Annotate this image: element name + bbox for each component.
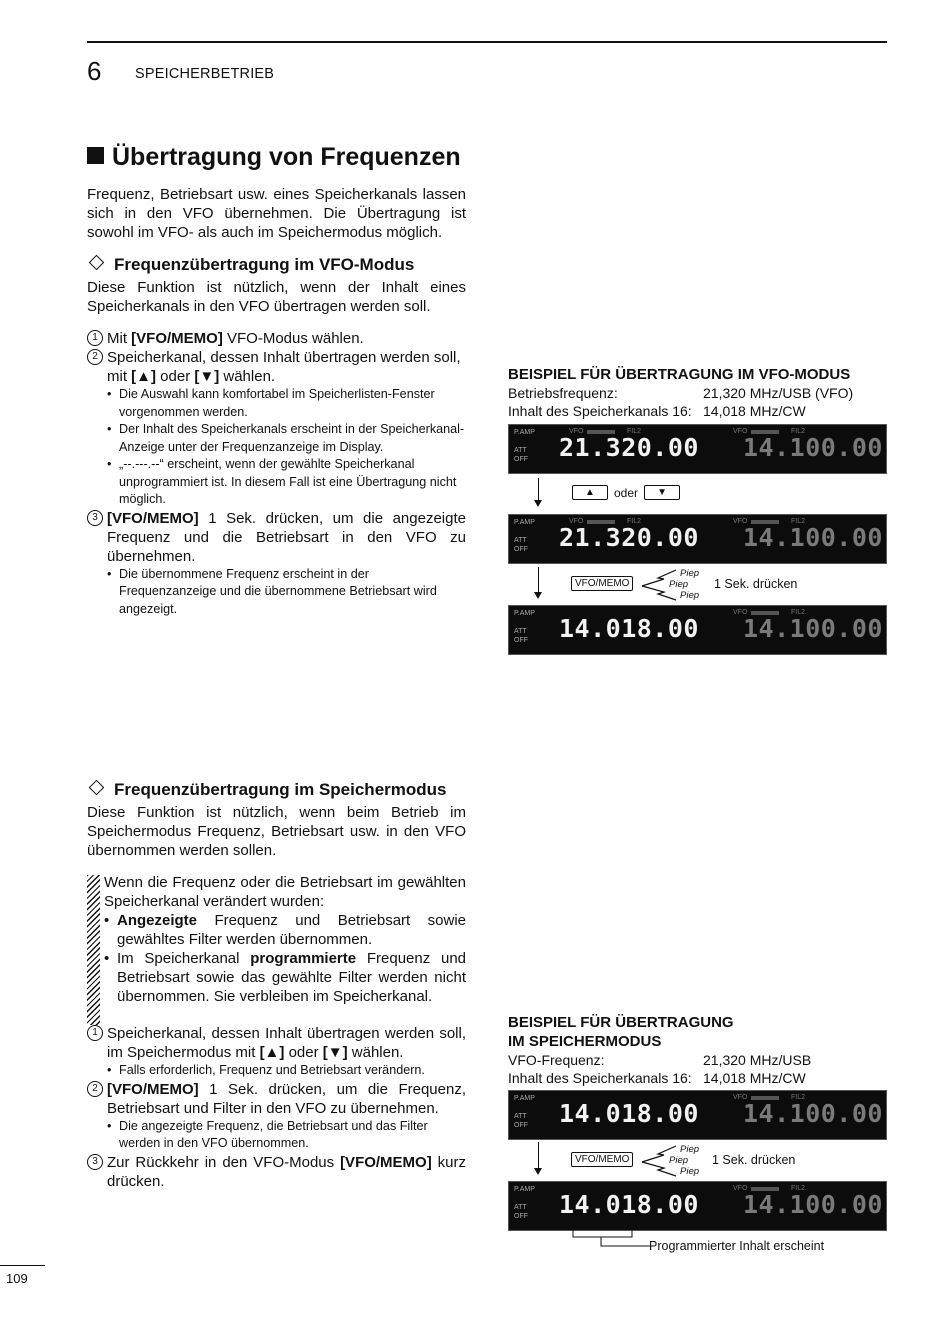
lcd-display-3: P.AMP ATT OFF VFO FIL2 14.018.00 14.100.00 <box>508 605 887 655</box>
page-number: 109 <box>6 1271 28 1286</box>
header-rule <box>87 41 887 43</box>
vfo-heading: Frequenzübertragung im VFO-Modus <box>87 255 466 274</box>
chapter-number: 6 <box>87 56 102 86</box>
example2-row-1: VFO-Frequenz: 21,320 MHz/USB <box>508 1052 812 1068</box>
example2-header <box>508 1013 888 1087</box>
page-title: Übertragung von Frequenzen <box>87 143 461 172</box>
press-label: 1 Sek. drücken <box>714 577 798 591</box>
vfo-step-2-bullet-1: • Die Auswahl kann komfortabel im Speicherlisten-Fenster vorgenommen werden. <box>87 386 466 421</box>
piep-2: Piep <box>669 579 689 590</box>
lcd-main-freq: 14.018.00 <box>559 1099 699 1128</box>
example2-row-2: Inhalt des Speicherkanals 16: 14,018 MHz/CW <box>508 1070 806 1086</box>
footer-rule <box>0 1265 45 1266</box>
example1-header <box>508 365 888 420</box>
vfo-step-3-bullet-1: • Die übernommene Frequenz erscheint in der Frequenzanzeige und die übernommene Betriebsart wird angezeigt. <box>87 566 466 619</box>
press-label: 1 Sek. drücken <box>712 1153 796 1167</box>
updown-keys: ▲ oder ▼ <box>572 485 680 500</box>
vfo-step-2-bullet-2: • Der Inhalt des Speicherkanals erscheint in der Speicherkanal-Anzeige unter der Frequenzanzeige im Display. <box>87 421 466 456</box>
arrow-down-icon <box>534 1168 542 1175</box>
lcd-sub-freq: 14.100.00 <box>743 1099 883 1128</box>
vfo-desc: Diese Funktion ist nützlich, wenn der Inhalt eines Speicherkanals in den VFO übertragen werden soll. <box>87 279 466 315</box>
mem-step-1: 1 Speicherkanal, dessen Inhalt übertragen werden soll, im Speichermodus mit [▲] oder [▼] wählen. <box>87 1024 466 1062</box>
example1-row-1: Betriebsfrequenz: 21,320 MHz/USB (VFO) <box>508 385 854 401</box>
mem-step-3: 3 Zur Rückkehr in den VFO-Modus [VFO/MEMO] kurz drücken. <box>87 1153 466 1191</box>
vfo-step-3: 3 [VFO/MEMO] 1 Sek. drücken, um die angezeigte Frequenz und die Betriebsart in den VFO zu übernehmen. <box>87 509 466 566</box>
square-bullet-icon <box>87 147 104 164</box>
arrow-down-icon <box>534 592 542 599</box>
lcd-main-freq: 21.320.00 <box>559 523 699 552</box>
example1-title: BEISPIEL FÜR ÜBERTRAGUNG IM VFO-MODUS <box>508 366 851 383</box>
note-bullet-2: • Im Speicherkanal programmierte Frequenz und Betriebsart sowie das gewählte Filter werden nicht übernommen. Sie verbleiben im Speicherkanal. <box>104 949 466 1006</box>
flow-arrow <box>538 1142 539 1170</box>
lcd-display-2: P.AMP ATT OFF VFO FIL2 VFO FIL2 21.320.00 14.100.00 <box>508 514 887 564</box>
example2-title-2: IM SPEICHERMODUS <box>508 1033 662 1050</box>
lcd-main-freq: 21.320.00 <box>559 433 699 462</box>
lcd-display-4: P.AMP ATT OFF VFO FIL2 14.018.00 14.100.00 <box>508 1090 887 1140</box>
vfo-step-2: 2 Speicherkanal, dessen Inhalt übertragen werden soll, mit [▲] oder [▼] wählen. <box>87 348 466 386</box>
arrow-down-icon <box>534 500 542 507</box>
example2-title-1: BEISPIEL FÜR ÜBERTRAGUNG <box>508 1014 734 1031</box>
mem-note: Wenn die Frequenz oder die Betriebsart im gewählten Speicherkanal verändert wurden: • Angezeigte Frequenz und Betriebsart sowie gewähltes Filter werden übernommen. • Im Speicherkanal programmierte Frequenz und Betriebsart sowie das gewählte Filter werden nicht übernommen. Sie verbleiben im Speicherkanal. <box>87 873 466 1006</box>
mem-step-1-bullet-1: • Falls erforderlich, Frequenz und Betriebsart verändern. <box>87 1062 466 1080</box>
intro-text: Frequenz, Betriebsart usw. eines Speicherkanals lassen sich in den VFO übernehmen. Die Übertragung ist sowohl im VFO- als auch im Speichermodus möglich. <box>87 186 466 241</box>
note-hatch-icon <box>87 875 100 1025</box>
caption-text: Programmierter Inhalt erscheint <box>649 1239 825 1253</box>
lcd-display-5: P.AMP ATT OFF VFO FIL2 14.018.00 14.100.00 <box>508 1181 887 1231</box>
lcd-main-freq: 14.018.00 <box>559 1190 699 1219</box>
piep-2: Piep <box>669 1155 689 1166</box>
mem-heading: Frequenzübertragung im Speichermodus <box>87 780 466 799</box>
chapter-title: SPEICHERBETRIEB <box>135 66 275 82</box>
mem-step-2: 2 [VFO/MEMO] 1 Sek. drücken, um die Frequenz, Betriebsart und Filter in den VFO zu übernehmen. <box>87 1080 466 1118</box>
diamond-icon <box>89 780 105 796</box>
note-bullet-1: • Angezeigte Frequenz und Betriebsart sowie gewähltes Filter werden übernommen. <box>104 911 466 949</box>
lcd-main-freq: 14.018.00 <box>559 614 699 643</box>
lcd-sub-freq: 14.100.00 <box>743 523 883 552</box>
lcd-sub-freq: 14.100.00 <box>743 433 883 462</box>
up-key-icon: ▲ <box>572 485 608 500</box>
piep-1: Piep <box>680 1144 700 1155</box>
diamond-icon <box>89 255 105 271</box>
vfo-memo-key: VFO/MEMO <box>571 576 633 591</box>
piep-3: Piep <box>680 1166 700 1177</box>
mem-step-2-bullet-1: • Die angezeigte Frequenz, die Betriebsart und das Filter werden in den VFO übernommen. <box>87 1118 466 1153</box>
lcd-sub-freq: 14.100.00 <box>743 1190 883 1219</box>
caption-bracket <box>570 1229 650 1251</box>
lcd-sub-freq: 14.100.00 <box>743 614 883 643</box>
example1-row-2: Inhalt des Speicherkanals 16: 14,018 MHz/CW <box>508 403 806 419</box>
down-key-icon: ▼ <box>644 485 680 500</box>
vfo-step-1: 1 Mit [VFO/MEMO] VFO-Modus wählen. <box>87 329 466 348</box>
flow-arrow <box>538 567 539 594</box>
lcd-display-1: P.AMP ATT OFF VFO FIL2 VFO FIL2 21.320.00 14.100.00 <box>508 424 887 474</box>
piep-3: Piep <box>680 590 700 601</box>
left-column-top <box>87 185 466 618</box>
vfo-memo-key: VFO/MEMO <box>571 1152 633 1167</box>
vfo-step-2-bullet-3: • „--.---.--“ erscheint, wenn der gewählte Speicherkanal unprogrammiert ist. In diesem Fall ist eine Übertragung nicht möglich. <box>87 456 466 509</box>
left-column-bottom <box>87 780 466 1191</box>
mem-desc: Diese Funktion ist nützlich, wenn beim Betrieb im Speichermodus Frequenz, Betriebsart usw. in den VFO übernommen werden sollen. <box>87 804 466 859</box>
piep-1: Piep <box>680 568 700 579</box>
